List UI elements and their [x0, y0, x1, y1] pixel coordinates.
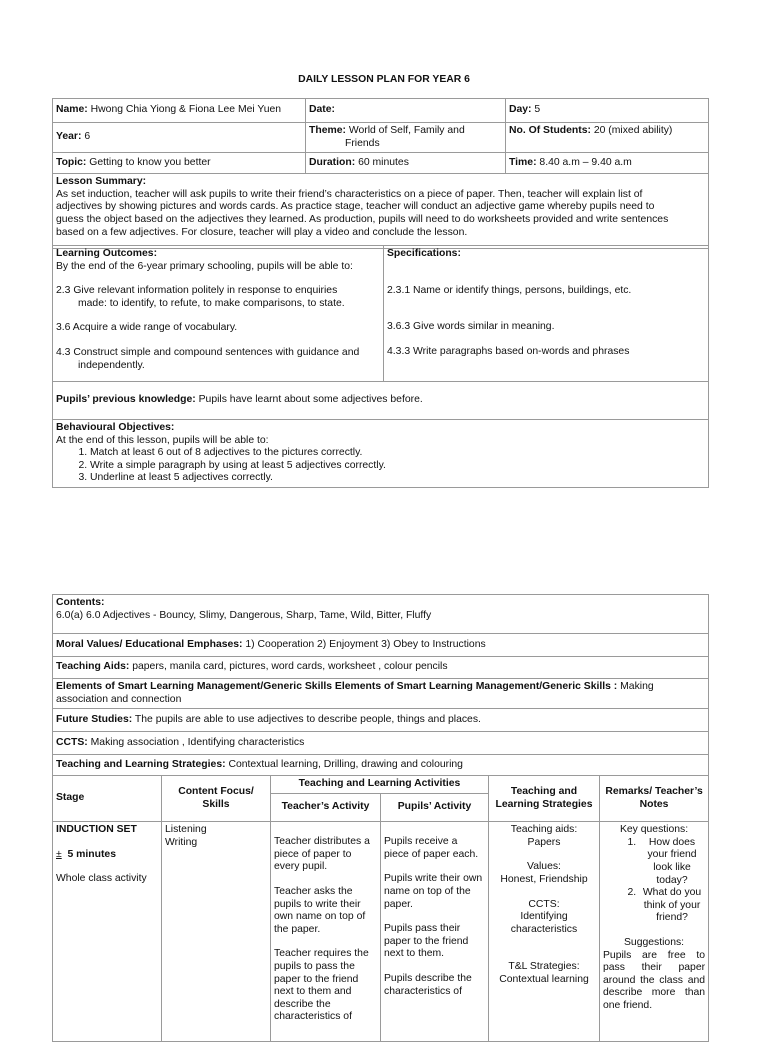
date-cell: Date: [306, 99, 506, 123]
document-title: DAILY LESSON PLAN FOR YEAR 6 [298, 74, 470, 85]
objective-item: 1. Match at least 6 out of 8 adjectives to the pictures correctly. [90, 447, 705, 460]
induction-stage: INDUCTION SET ± 5 minutes Whole class activity [53, 822, 162, 1042]
objective-item: 2. Write a simple paragraph by using at least 5 adjectives correctly. [90, 460, 705, 473]
teacher-activity-header: Teacher’s Activity [271, 794, 381, 822]
pupils-activity-header: Pupils’ Activity [381, 794, 489, 822]
specifications: Specifications: 2.3.1 Name or identify things, persons, buildings, etc. 3.6.3 Give words similar in meaning. 4.3.3 Write paragraphs based on-words and phrases [384, 246, 709, 382]
tl-strategies-header: Teaching and Learning Strategies [489, 776, 600, 822]
induction-remarks: Key questions: 1. How does your friend look like today? 2. What do you think of your friend? Suggestions: Pupils are free to pass their paper around the class and describe more than one friend. [600, 822, 709, 1042]
students-cell: No. Of Students: 20 (mixed ability) [506, 123, 709, 153]
tl-strategies: Teaching and Learning Strategies: Contextual learning, Drilling, drawing and colouring [53, 755, 709, 776]
key-question: 2. What do you think of your friend? [639, 887, 705, 925]
induction-strategies: Teaching aids: Papers Values: Honest, Friendship CCTS: Identifying characteristics T&L Strategies: Contextual learning [489, 822, 600, 1042]
induction-skills: Listening Writing [162, 822, 271, 1042]
topic-cell: Topic: Getting to know you better [53, 153, 306, 174]
induction-pupils-activity: Pupils receive a piece of paper each. Pupils write their own name on top of the paper. Pupils pass their paper to the friend next to them. Pupils describe the characteristics of [381, 822, 489, 1042]
time-cell: Time: 8.40 a.m – 9.40 a.m [506, 153, 709, 174]
lesson-summary: Lesson Summary: As set induction, teacher will ask pupils to write their friend’s characteristics on a piece of paper. Then, teacher will explain list of adjectives by showing pictures and words cards. As practice stage, teacher will conduct an adjective game whereby pupils need to guess the object based on the adjectives they learned. As production, pupils will need to do worksheets provided and write sentences based on a few adjectives. For closure, teacher will play a video and conclude the lesson. [53, 174, 709, 249]
contents: Contents: 6.0(a) 6.0 Adjectives - Bouncy, Slimy, Dangerous, Sharp, Tame, Wild, Bitter, Fluffy [53, 595, 709, 634]
teacher-names: Hwong Chia Yiong & Fiona Lee Mei Yuen [90, 104, 282, 116]
content-focus-header: Content Focus/ Skills [162, 776, 271, 822]
tla-header: Teaching and Learning Activities [271, 776, 489, 794]
day-cell: Day: 5 [506, 99, 709, 123]
name-cell: Name: Hwong Chia Yiong & Fiona Lee Mei Yuen [53, 99, 306, 123]
key-question: 1. How does your friend look like today? [639, 837, 705, 887]
future-studies: Future Studies: The pupils are able to use adjectives to describe people, things and places. [53, 709, 709, 732]
objective-item: 3. Underline at least 5 adjectives correctly. [90, 472, 705, 485]
stage-header: Stage [53, 776, 162, 822]
activities-table [52, 594, 709, 1042]
outcomes-table [52, 245, 709, 488]
behavioural-objectives: Behavioural Objectives: At the end of this lesson, pupils will be able to: 1. Match at least 6 out of 8 adjectives to the pictures correctly. 2. Write a simple paragraph by using at least 5 adjectives correctly. 3. Underline at least 5 adjectives correctly. [53, 420, 709, 488]
smart-learning: Elements of Smart Learning Management/Generic Skills Elements of Smart Learning Management/Generic Skills : Making association and connection [53, 679, 709, 709]
lesson-info-table [52, 98, 709, 249]
teaching-aids: Teaching Aids: papers, manila card, pictures, word cards, worksheet , colour pencils [53, 657, 709, 679]
induction-teacher-activity: Teacher distributes a piece of paper to every pupil. Teacher asks the pupils to write their own name on top of the paper. Teacher requires the pupils to pass the paper to the friend next to them and describe the characteristics of [271, 822, 381, 1042]
learning-outcomes: Learning Outcomes: By the end of the 6-year primary schooling, pupils will be able to: 2.3 Give relevant information politely in response to enquiries made: to identify, to refute, to make comparisons, to state. 3.6 Acquire a wide range of vocabulary. 4.3 Construct simple and compound sentences with guidance and independently. [53, 246, 384, 382]
previous-knowledge: Pupils’ previous knowledge: Pupils have learnt about some adjectives before. [53, 382, 709, 420]
remarks-header: Remarks/ Teacher’s Notes [600, 776, 709, 822]
moral-values: Moral Values/ Educational Emphases: 1) Cooperation 2) Enjoyment 3) Obey to Instructions [53, 634, 709, 657]
duration-cell: Duration: 60 minutes [306, 153, 506, 174]
year-cell: Year: 6 [53, 123, 306, 153]
ccts: CCTS: Making association , Identifying characteristics [53, 732, 709, 755]
theme-cell: Theme: World of Self, Family and Friends [306, 123, 506, 153]
